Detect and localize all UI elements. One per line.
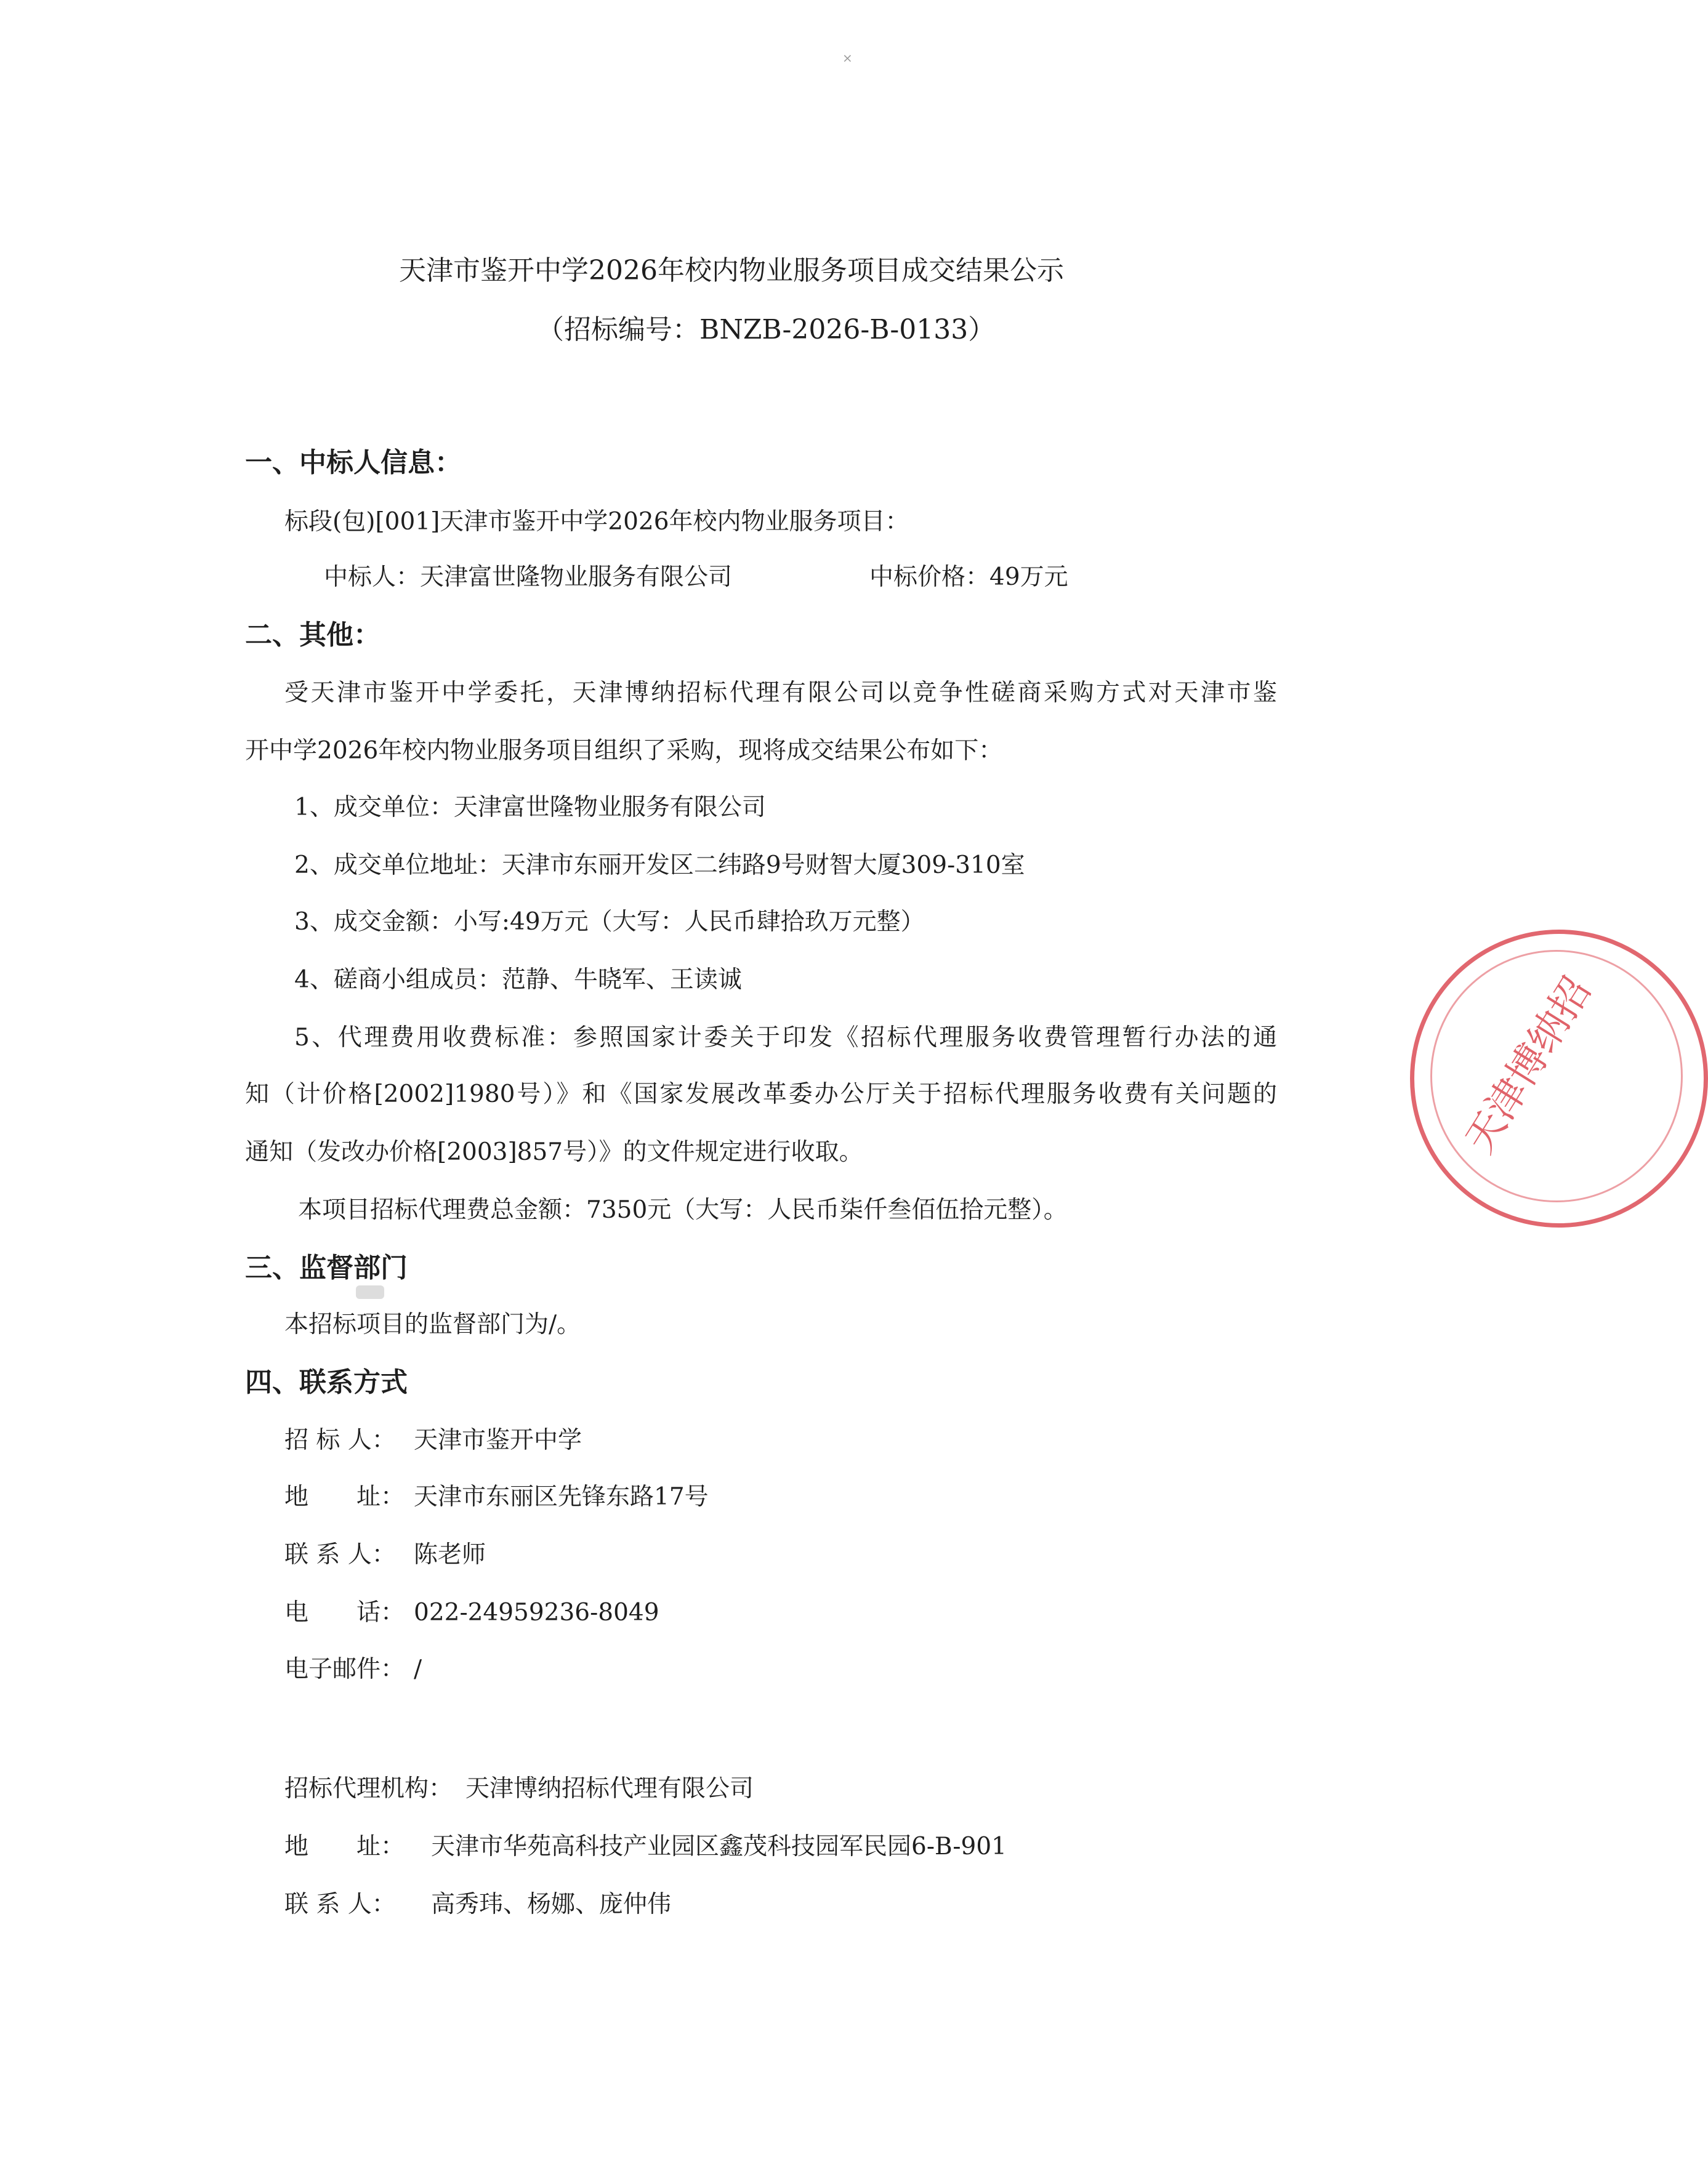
result-item-2: 2、成交单位地址：天津市东丽开发区二纬路9号财智大厦309-310室	[294, 851, 1025, 879]
winner-name: 中标人：天津富世隆物业服务有限公司	[324, 563, 733, 591]
agency-contact-value: 高秀玮、杨娜、庞仲伟	[431, 1891, 672, 1918]
agency-value: 天津博纳招标代理有限公司	[465, 1775, 754, 1803]
package-line: 标段(包)[001]天津市鉴开中学2026年校内物业服务项目：	[284, 508, 909, 536]
section-heading-supervision: 三、监督部门	[245, 1252, 408, 1284]
agency-fee-total: 本项目招标代理费总金额：7350元（大写：人民币柒仟叁佰伍拾元整）。	[298, 1196, 1068, 1224]
result-item-5-line3: 通知（发改办价格[2003]857号）》的文件规定进行收取。	[245, 1138, 863, 1166]
tenderer-label: 招 标 人：	[284, 1426, 396, 1454]
company-seal-stamp	[1410, 930, 1708, 1228]
contact-value: 陈老师	[414, 1541, 486, 1569]
winning-price: 中标价格：49万元	[869, 563, 1068, 591]
section-heading-other: 二、其他：	[245, 619, 381, 651]
tender-number: （招标编号：BNZB-2026-B-0133）	[537, 314, 996, 345]
intro-paragraph-line1: 受天津市鉴开中学委托，天津博纳招标代理有限公司以竞争性磋商采购方式对天津市鉴	[284, 679, 1277, 707]
email-value: /	[414, 1655, 422, 1683]
address-value: 天津市东丽区先锋东路17号	[414, 1483, 709, 1511]
result-item-5-line2: 知（计价格[2002]1980号）》和《国家发展改革委办公厅关于招标代理服务收费有关问题的	[245, 1080, 1277, 1108]
address-label: 地 址：	[284, 1483, 405, 1511]
tenderer-value: 天津市鉴开中学	[414, 1426, 582, 1454]
supervision-text: 本招标项目的监督部门为/。	[284, 1311, 581, 1338]
agency-address-label: 地 址：	[284, 1833, 405, 1860]
result-item-5-line1: 5、代理费用收费标准：参照国家计委关于印发《招标代理服务收费管理暂行办法的通	[294, 1024, 1277, 1051]
scan-speck: ×	[842, 50, 853, 65]
intro-paragraph-line2: 开中学2026年校内物业服务项目组织了采购，现将成交结果公布如下：	[245, 737, 1003, 765]
result-item-4: 4、磋商小组成员：范静、牛晓军、王读诚	[294, 966, 742, 994]
phone-value: 022-24959236-8049	[414, 1599, 659, 1626]
email-label: 电子邮件：	[284, 1655, 405, 1683]
agency-contact-label: 联 系 人：	[284, 1891, 396, 1918]
document-title: 天津市鉴开中学2026年校内物业服务项目成交结果公示	[399, 255, 1064, 286]
section-heading-winner-info: 一、中标人信息：	[245, 447, 462, 478]
contact-label: 联 系 人：	[284, 1541, 396, 1569]
agency-label: 招标代理机构：	[284, 1775, 453, 1803]
result-item-3: 3、成交金额：小写:49万元（大写：人民币肆拾玖万元整）	[294, 908, 925, 936]
result-item-1: 1、成交单位：天津富世隆物业服务有限公司	[294, 794, 766, 821]
scan-smudge	[356, 1285, 384, 1299]
phone-label: 电 话：	[284, 1599, 405, 1626]
agency-address-value: 天津市华苑高科技产业园区鑫茂科技园军民园6-B-901	[431, 1833, 1007, 1860]
seal-text: 天津博纳招	[1457, 970, 1600, 1161]
section-heading-contact: 四、联系方式	[245, 1367, 408, 1398]
